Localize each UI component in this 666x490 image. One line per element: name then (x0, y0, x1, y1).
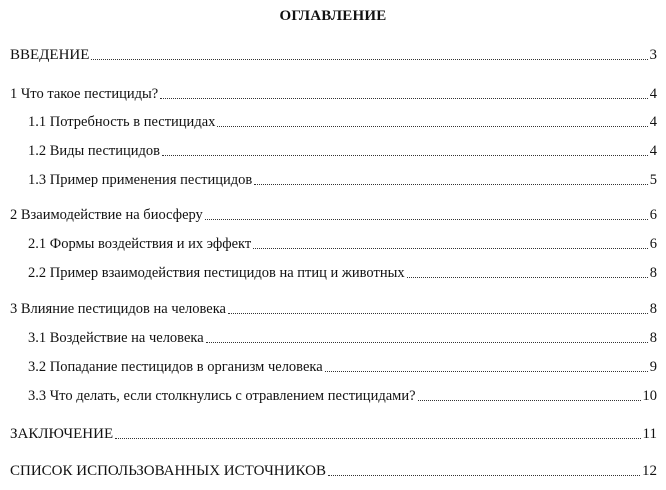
toc-page-number: 6 (649, 207, 657, 223)
toc-entry-label: 2.1 Формы воздействия и их эффект (28, 236, 252, 252)
toc-entry-chapter-2[interactable] (10, 206, 657, 224)
toc-entry-section-2-2[interactable] (28, 264, 657, 282)
toc-page-number: 4 (649, 114, 657, 130)
dot-leader (418, 400, 641, 401)
toc-page-number: 5 (649, 172, 657, 188)
toc-entry-label: 3.3 Что делать, если столкнулись с отравлением пестицидами? (28, 388, 416, 404)
dot-leader (162, 155, 648, 156)
dot-leader (115, 438, 640, 439)
toc-entry-label: 2.2 Пример взаимодействия пестицидов на птиц и животных (28, 265, 405, 281)
toc-page-number: 12 (642, 463, 657, 479)
toc-entry-chapter-1[interactable] (10, 85, 657, 103)
toc-entry-label: 1.3 Пример применения пестицидов (28, 172, 253, 188)
dot-leader (206, 342, 648, 343)
toc-entry-label: 1.2 Виды пестицидов (28, 143, 161, 159)
toc-page-number: 8 (649, 301, 657, 317)
toc-entry-label: ВВЕДЕНИЕ (10, 47, 90, 63)
dot-leader (253, 248, 648, 249)
toc-entry-label: 2 Взаимодействие на биосферу (10, 207, 203, 223)
toc-entry-introduction[interactable] (10, 46, 657, 64)
toc-entry-label: 3 Влияние пестицидов на человека (10, 301, 226, 317)
toc-entry-section-3-1[interactable] (28, 329, 657, 347)
toc-page-number: 6 (649, 236, 657, 252)
dot-leader (254, 184, 648, 185)
toc-entry-section-1-1[interactable] (28, 113, 657, 131)
dot-leader (91, 59, 647, 60)
toc-entry-section-1-3[interactable] (28, 171, 657, 189)
toc-page-number: 4 (649, 86, 657, 102)
dot-leader (328, 475, 640, 476)
toc-page-number: 3 (649, 47, 657, 63)
toc-entry-label: 1.1 Потребность в пестицидах (28, 114, 216, 130)
dot-leader (407, 277, 648, 278)
toc-entry-label: 1 Что такое пестициды? (10, 86, 159, 102)
toc-entry-section-3-3[interactable] (28, 387, 657, 405)
toc-entry-section-2-1[interactable] (28, 235, 657, 253)
toc-page-number: 8 (649, 265, 657, 281)
toc-entry-label: 3.2 Попадание пестицидов в организм человека (28, 359, 323, 375)
toc-entry-label: 3.1 Воздействие на человека (28, 330, 204, 346)
toc-entry-references[interactable] (10, 462, 657, 480)
toc-entry-chapter-3[interactable] (10, 300, 657, 318)
dot-leader (160, 98, 648, 99)
toc-entry-section-3-2[interactable] (28, 358, 657, 376)
toc-title: ОГЛАВЛЕНИЕ (279, 8, 387, 24)
toc-entry-label: ЗАКЛЮЧЕНИЕ (10, 426, 114, 442)
toc-page-number: 10 (642, 388, 657, 404)
dot-leader (228, 313, 648, 314)
toc-page-number: 11 (642, 426, 657, 442)
toc-page-number: 9 (649, 359, 657, 375)
dot-leader (217, 126, 647, 127)
dot-leader (325, 371, 648, 372)
dot-leader (205, 219, 648, 220)
toc-entry-label: СПИСОК ИСПОЛЬЗОВАННЫХ ИСТОЧНИКОВ (10, 463, 326, 479)
toc-page-number: 8 (649, 330, 657, 346)
toc-entry-conclusion[interactable] (10, 425, 657, 443)
toc-page-number: 4 (649, 143, 657, 159)
toc-entry-section-1-2[interactable] (28, 142, 657, 160)
